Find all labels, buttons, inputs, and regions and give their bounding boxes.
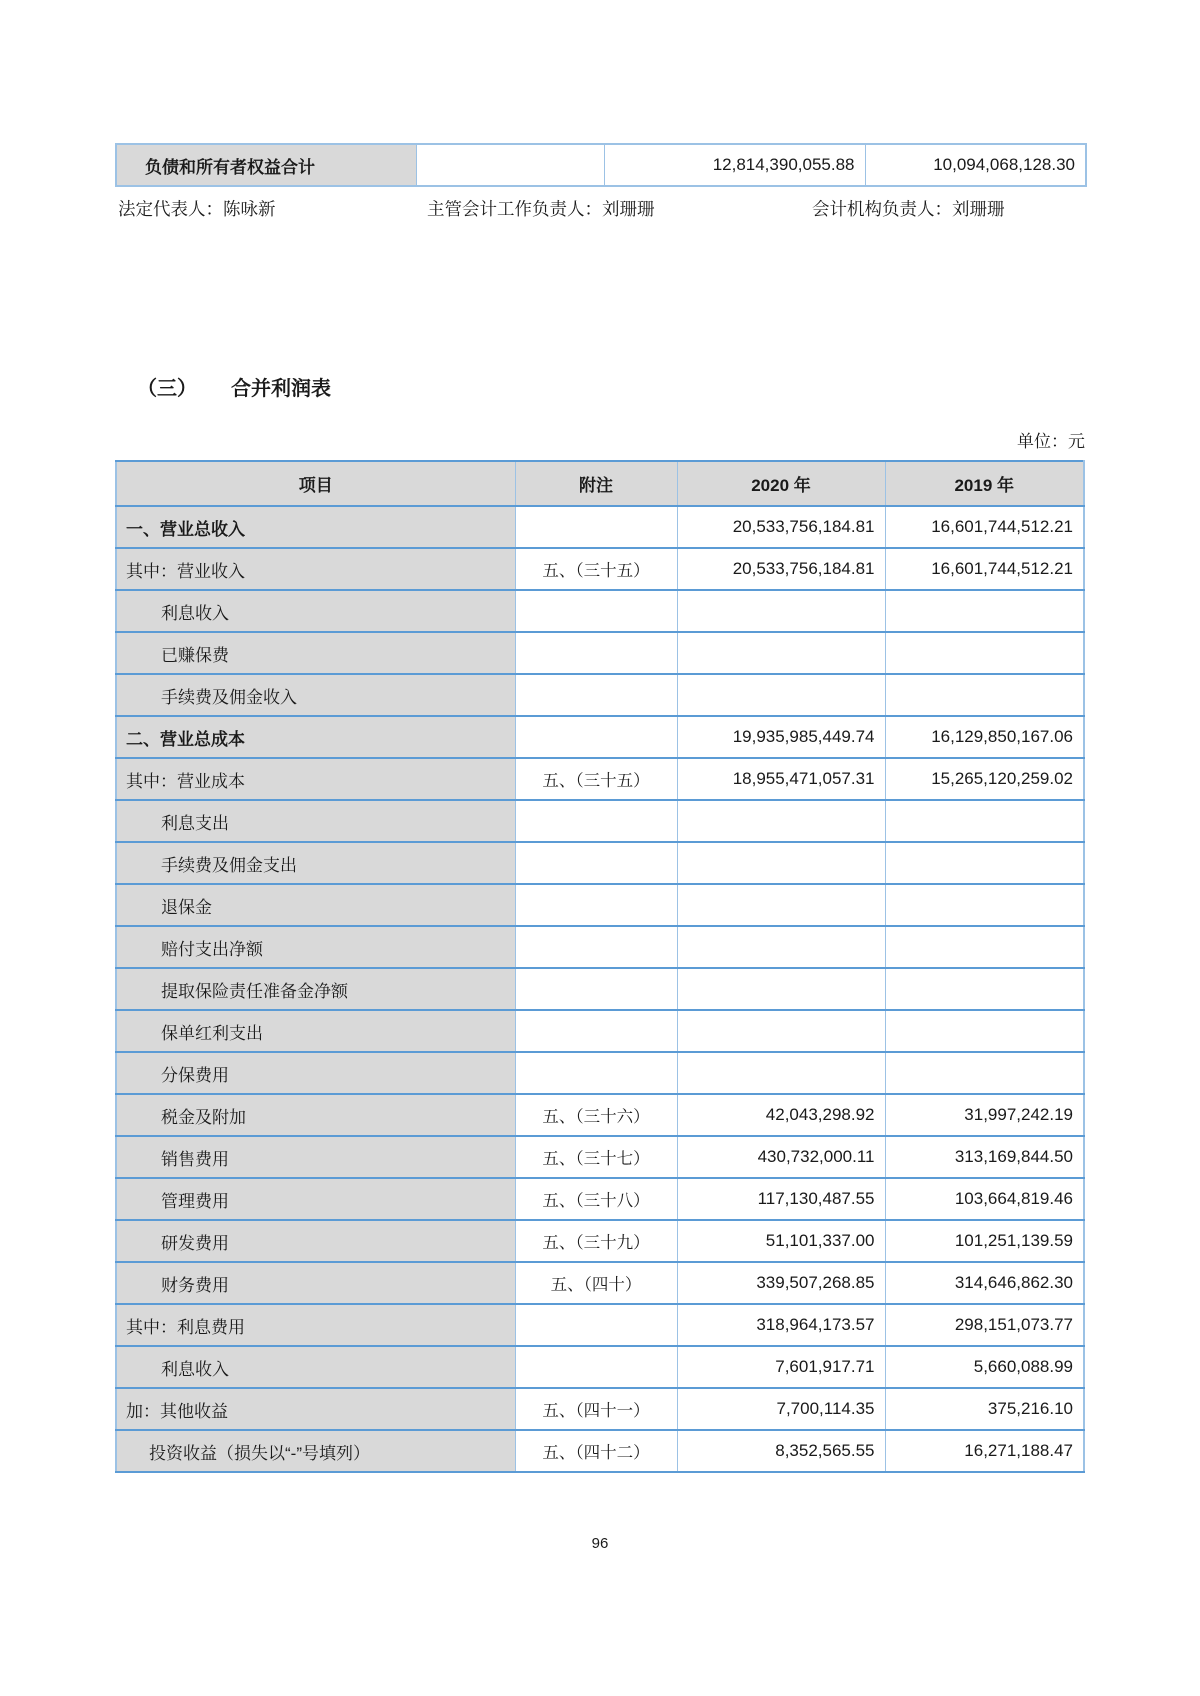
item-cell: 利息收入	[116, 1346, 515, 1388]
value-2019: 16,271,188.47	[885, 1430, 1084, 1472]
value-2020	[677, 632, 885, 674]
table-row	[116, 1010, 1084, 1052]
value-2019: 313,169,844.50	[885, 1136, 1084, 1178]
value-2020: 8,352,565.55	[677, 1430, 885, 1472]
note-cell	[515, 926, 677, 968]
item-cell: 管理费用	[116, 1178, 515, 1220]
value-2020: 339,507,268.85	[677, 1262, 885, 1304]
note-cell: 五、（三十九）	[515, 1220, 677, 1262]
item-cell: 利息支出	[116, 800, 515, 842]
table-row	[116, 1430, 1084, 1472]
unit-label: 单位：元	[1017, 432, 1085, 451]
value-2019	[885, 1052, 1084, 1094]
value-2019	[885, 800, 1084, 842]
note-cell	[416, 144, 604, 186]
value-2020	[677, 590, 885, 632]
table-row	[116, 758, 1084, 800]
table-row	[116, 1388, 1084, 1430]
table-row	[116, 1304, 1084, 1346]
value-2020	[677, 884, 885, 926]
balance-sheet-tail-table	[115, 143, 1087, 187]
value-2019: 16,601,744,512.21	[885, 506, 1084, 548]
value-2019	[885, 674, 1084, 716]
value-2019	[885, 632, 1084, 674]
section-number: （三）	[137, 378, 197, 400]
signature-line	[0, 196, 1200, 222]
note-cell	[515, 716, 677, 758]
value-2020: 42,043,298.92	[677, 1094, 885, 1136]
table-row	[116, 968, 1084, 1010]
value-2019: 5,660,088.99	[885, 1346, 1084, 1388]
value-2019: 16,129,850,167.06	[885, 716, 1084, 758]
table-row	[116, 1262, 1084, 1304]
value-2020: 18,955,471,057.31	[677, 758, 885, 800]
value-2020: 51,101,337.00	[677, 1220, 885, 1262]
item-cell: 二、营业总成本	[116, 716, 515, 758]
value-2020	[677, 842, 885, 884]
value-2020: 7,601,917.71	[677, 1346, 885, 1388]
value-2020	[677, 800, 885, 842]
item-cell: 赔付支出净额	[116, 926, 515, 968]
table-row	[116, 884, 1084, 926]
table-row	[116, 144, 1086, 186]
total-liabilities-equity-label: 负债和所有者权益合计	[116, 144, 416, 186]
table-row	[116, 800, 1084, 842]
item-cell: 税金及附加	[116, 1094, 515, 1136]
income-statement-table	[115, 460, 1085, 1473]
value-2019: 101,251,139.59	[885, 1220, 1084, 1262]
value-2020: 117,130,487.55	[677, 1178, 885, 1220]
value-2019: 16,601,744,512.21	[885, 548, 1084, 590]
table-row	[116, 548, 1084, 590]
note-cell	[515, 590, 677, 632]
value-2019: 15,265,120,259.02	[885, 758, 1084, 800]
note-cell	[515, 1304, 677, 1346]
value-2019: 298,151,073.77	[885, 1304, 1084, 1346]
value-2020	[677, 1052, 885, 1094]
note-cell: 五、（三十五）	[515, 548, 677, 590]
item-cell: 保单红利支出	[116, 1010, 515, 1052]
note-cell	[515, 1010, 677, 1052]
item-cell: 其中：营业成本	[116, 758, 515, 800]
item-cell: 销售费用	[116, 1136, 515, 1178]
table-row	[116, 842, 1084, 884]
accounting-department-head: 会计机构负责人：刘珊珊	[812, 199, 1005, 219]
value-2020: 20,533,756,184.81	[677, 506, 885, 548]
page-number: 96	[591, 1535, 609, 1552]
note-cell: 五、（三十八）	[515, 1178, 677, 1220]
item-cell: 其中：利息费用	[116, 1304, 515, 1346]
table-row	[116, 1178, 1084, 1220]
table-row	[116, 926, 1084, 968]
value-2020: 20,533,756,184.81	[677, 548, 885, 590]
item-cell: 财务费用	[116, 1262, 515, 1304]
item-cell: 加：其他收益	[116, 1388, 515, 1430]
note-cell	[515, 1346, 677, 1388]
note-cell	[515, 800, 677, 842]
note-cell	[515, 968, 677, 1010]
header-2020: 2020 年	[677, 461, 885, 506]
item-cell: 一、营业总收入	[116, 506, 515, 548]
value-2020: 12,814,390,055.88	[604, 144, 865, 186]
value-2020	[677, 674, 885, 716]
item-cell: 退保金	[116, 884, 515, 926]
item-cell: 研发费用	[116, 1220, 515, 1262]
section-heading	[137, 372, 331, 401]
table-row	[116, 632, 1084, 674]
note-cell: 五、（三十七）	[515, 1136, 677, 1178]
table-row	[116, 716, 1084, 758]
note-cell: 五、（四十二）	[515, 1430, 677, 1472]
table-row	[116, 1346, 1084, 1388]
table-row	[116, 1220, 1084, 1262]
value-2019	[885, 968, 1084, 1010]
note-cell	[515, 1052, 677, 1094]
note-cell: 五、（四十）	[515, 1262, 677, 1304]
value-2019	[885, 590, 1084, 632]
value-2020	[677, 968, 885, 1010]
value-2020: 318,964,173.57	[677, 1304, 885, 1346]
section-title: 合并利润表	[231, 378, 331, 400]
income-table-body	[116, 506, 1084, 1472]
value-2019	[885, 842, 1084, 884]
item-cell: 手续费及佣金收入	[116, 674, 515, 716]
note-cell	[515, 842, 677, 884]
value-2019: 375,216.10	[885, 1388, 1084, 1430]
value-2019: 10,094,068,128.30	[865, 144, 1086, 186]
note-cell	[515, 884, 677, 926]
value-2019	[885, 926, 1084, 968]
value-2019: 314,646,862.30	[885, 1262, 1084, 1304]
table-row	[116, 1136, 1084, 1178]
note-cell	[515, 674, 677, 716]
value-2019	[885, 884, 1084, 926]
value-2019: 103,664,819.46	[885, 1178, 1084, 1220]
table-header-row	[116, 461, 1084, 506]
table-row	[116, 1094, 1084, 1136]
item-cell: 其中：营业收入	[116, 548, 515, 590]
note-cell: 五、（三十五）	[515, 758, 677, 800]
item-cell: 投资收益（损失以“-”号填列）	[116, 1430, 515, 1472]
note-cell: 五、（四十一）	[515, 1388, 677, 1430]
item-cell: 手续费及佣金支出	[116, 842, 515, 884]
item-cell: 已赚保费	[116, 632, 515, 674]
value-2020	[677, 1010, 885, 1052]
value-2019	[885, 1010, 1084, 1052]
item-cell: 提取保险责任准备金净额	[116, 968, 515, 1010]
table-row	[116, 1052, 1084, 1094]
note-cell	[515, 506, 677, 548]
header-note: 附注	[515, 461, 677, 506]
table-row	[116, 506, 1084, 548]
note-cell	[515, 632, 677, 674]
header-item: 项目	[116, 461, 515, 506]
item-cell: 分保费用	[116, 1052, 515, 1094]
value-2020: 430,732,000.11	[677, 1136, 885, 1178]
value-2020: 19,935,985,449.74	[677, 716, 885, 758]
item-cell: 利息收入	[116, 590, 515, 632]
table-row	[116, 590, 1084, 632]
note-cell: 五、（三十六）	[515, 1094, 677, 1136]
value-2020: 7,700,114.35	[677, 1388, 885, 1430]
table-row	[116, 674, 1084, 716]
chief-accounting-officer: 主管会计工作负责人：刘珊珊	[427, 199, 655, 219]
value-2020	[677, 926, 885, 968]
header-2019: 2019 年	[885, 461, 1084, 506]
value-2019: 31,997,242.19	[885, 1094, 1084, 1136]
legal-representative: 法定代表人：陈咏新	[118, 199, 276, 219]
